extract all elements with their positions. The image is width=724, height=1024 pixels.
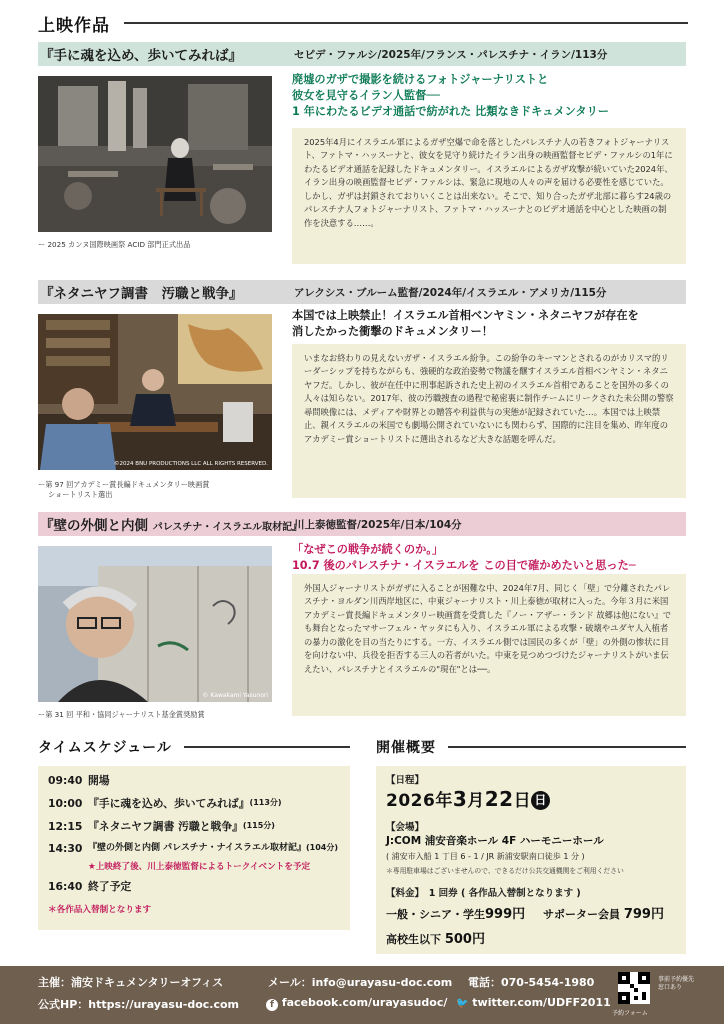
schedule-row [48,776,340,787]
section-header [38,10,688,36]
schedule-row [48,819,340,833]
film-3-title [40,514,302,534]
fee-row [386,903,676,922]
film-2-lead-line: 本国では上映禁止！イスラエル首相ベンヤミン・ネタニヤフが存在を [292,309,639,322]
schedule-label: 開場 [88,774,110,787]
schedule-time: 10:00 [48,796,83,810]
fee-student: 500円 [444,932,485,947]
film-1-titlebar [38,42,686,66]
film-3-lead-line: 10.7 後のパレスチナ・イスラエルを この目で確かめたいと思った─ [292,558,636,572]
fee-supporter: 799円 [623,907,664,922]
schedule-footnote: ＊各作品入替制となります [48,904,152,915]
venue-label: 【会場】 [386,822,425,833]
fee-supporter-label: サポーター会員 [542,908,620,921]
schedule-time: 16:40 [48,880,83,894]
film-1-description: 2025年4月にイスラエル軍によるガザ空爆で命を落としたパレスチナ人の若きフォトジャーナリスト、ファトマ・ハッスーナと、彼女を見守り続けたイラン出身の映画監督セピデ・ファルシの1年にわたるビデオ通話を記録したドキュメンタリー。イスラエルによるガザ攻撃が続いていた2024年、イラン出身の映画監督セピデ・ファルシは、緊急に現地の人々の声を届ける必要性を感じていた。しかし、ガザは封鎖されておりいくことは出来ない。そこで、知り合ったガザ北部に暮らす24歳のパレスチナ人フォトジャーナリスト、ファトマ・ハッスーナとのビデオ通話を中心とした映画の制作を決意する……。 [292,128,686,264]
footer-facebook[interactable] [266,996,447,1011]
schedule-row [48,844,340,855]
schedule-time: 09:40 [48,774,83,787]
date-weekday: 日 [531,791,550,810]
schedule-header [38,736,350,758]
film-3-title-main: 『壁の外側と内側 [40,518,148,534]
reserve-note [658,976,694,992]
film-2-description: いまなお終わりの見えないガザ・イスラエル紛争。この紛争のキーマンとされるのがカリスマ的リーダーシップを持ちながらも、強硬的な政治姿勢で物議を醸すイスラエル首相ベンヤミン・ネタニヤフだ。しかし、彼が在任中に刑事起訴された史上初のイスラエル首相であることを国外の多くの人々は知らない。2017年、彼の汚職捜査の過程で秘密裏に制作チームにリークされた未公開の警察尋問映像には、メディアや財界との贈答や利益供与の実態が記録されていた…。本国では上映禁止、親イスラエルの米国でも劇場公開されていないにも関わらず、国際的に注目を集め、昨年度のアカデミー賞ショートリストに選出されるなど大きな話題を呼んだ。 [292,344,686,498]
fee-label: 【料金】 1 回券 ( 各作品入替制となります ) [386,888,581,899]
venue-note: ＊専用駐車場はございませんので、できるだけ公共交通機関をご利用ください [386,867,624,875]
venue-name: J:COM 浦安音楽ホール 4F ハーモニーホール [386,835,604,847]
film-2-copyright: ©2024 BNU PRODUCTIONS LLC ALL RIGHTS RESERVED. [114,461,268,467]
info-box [376,766,686,954]
film-3-lead [292,542,686,574]
film-1-caption: ー 2025 カンヌ国際映画祭 ACID 部門正式出品 [38,240,191,249]
schedule-box [38,766,350,930]
fee-student-label: 高校生以下 [386,933,441,946]
film-3-copyright: © Kawakami Yasunori [202,692,268,699]
film-2-caption [38,480,278,499]
date-month-unit: 月 [467,791,485,811]
reserve-note-line: 事前予約優先 [658,976,695,983]
schedule-label: 『手に魂を込め、歩いてみれば』 [88,796,250,810]
film-3-photo [38,546,272,702]
footer-mail[interactable]: メール：info@urayasu-doc.com [268,976,453,989]
info-title: 開催概要 [376,740,436,756]
film-1-title: 『手に魂を込め、歩いてみれば』 [40,48,242,64]
reserve-note-line: 窓口あり [658,984,683,992]
film-2-lead [292,308,686,340]
qr-code[interactable] [618,972,650,1004]
venue-address: ( 浦安市入船 1 丁目 6 - 1 / JR 新浦安駅南口徒歩 1 分 ) [386,852,585,861]
date-day-unit: 日 [513,791,532,811]
film-1 [38,42,686,272]
qr-label: 予約フォーム [612,1010,648,1017]
schedule-label: 『壁の外側と内側 パレスチナ・ナイスラエル取材記』 [88,843,306,854]
date-year: 2026年 [386,791,453,811]
section-title: 上映作品 [38,15,110,36]
footer [0,966,724,1024]
fee-student-row [386,928,676,947]
event-date [386,786,676,811]
film-3 [38,512,686,722]
film-1-meta: セピデ・ファルシ/2025年/フランス・パレスチナ・イラン/113分 [294,48,608,61]
info-divider [448,746,686,748]
footer-facebook-text: facebook.com/urayasudoc/ [281,996,448,1009]
film-3-titlebar [38,512,686,536]
schedule-time: 12:15 [48,819,83,833]
film-3-caption: ー第 31 回 平和・協同ジャーナリスト基金賞奨励賞 [38,710,205,719]
film-1-lead-line: 廃墟のガザで撮影を続けるフォトジャーナリストと [292,73,549,86]
film-2-title: 『ネタニヤフ調書 汚職と戦争』 [40,286,243,302]
film-2-meta: アレクシス・ブルーム監督/2024年/イスラエル・アメリカ/115分 [294,286,607,299]
section-divider [124,22,688,24]
schedule-row [48,796,340,810]
footer-twitter-text: twitter.com/UDFF2011 [472,996,611,1009]
fee-general-label: 一般・シニア・学生 [386,908,485,921]
schedule-time: 14:30 [48,842,83,856]
facebook-icon: f [266,999,278,1011]
schedule-event-note: ★上映終了後、川上泰徳監督によるトークイベントを予定 [88,862,311,873]
footer-twitter[interactable] [456,996,611,1009]
film-3-lead-line: 「なぜこの戦争が続くのか。」 [292,543,444,556]
schedule-title: タイムスケジュール [38,740,172,756]
twitter-icon: 🐦 [456,998,469,1009]
footer-website[interactable]: 公式HP：https://urayasu-doc.com [38,998,240,1011]
date-month: 3 [452,787,468,811]
film-2-titlebar [38,280,686,304]
date-day: 22 [484,787,514,811]
info-header [376,736,686,758]
schedule-label: 終了予定 [88,880,132,894]
date-label: 【日程】 [386,775,425,786]
film-2-caption-line: ー第 97 回アカデミー賞長編ドキュメンタリー映画賞 [38,480,210,489]
schedule-duration: (115分) [242,820,275,830]
film-2-photo [38,314,272,470]
schedule-label: 『ネタニヤフ調書 汚職と戦争』 [88,819,243,833]
schedule-duration: (113分) [249,797,282,807]
footer-tel[interactable]: 電話：070-5454-1980 [468,976,595,989]
schedule-duration: (104分) [305,843,338,853]
film-3-meta: 川上泰徳監督/2025年/日本/104分 [294,518,462,531]
film-2-caption-line: ショートリスト選出 [48,489,113,499]
film-1-lead-line: 彼女を見守るイラン人監督── [292,88,440,102]
fee-general: 999円 [485,907,526,922]
schedule-divider [184,746,350,748]
film-1-lead [292,72,686,120]
schedule-row [48,882,340,893]
film-2 [38,280,686,498]
film-2-lead-line: 消したかった衝撃のドキュメンタリー！ [292,324,493,338]
footer-organizer: 主催：浦安ドキュメンタリーオフィス [38,976,224,989]
film-3-title-sub: パレスチナ・イスラエル取材記』 [152,522,303,533]
film-1-lead-line: 1 年にわたるビデオ通話で紡がれた 比類なきドキュメンタリー [292,104,609,118]
film-1-photo [38,76,272,232]
film-3-description: 外国人ジャーナリストがガザに入ることが困難な中、2024年7月、同じく「壁」で分離されたパレスチナ・ヨルダン川西岸地区に、中東ジャーナリスト・川上泰徳が取材に入った。今年３月に米国アカデミー賞長編ドキュメンタリー映画賞を受賞した『ノー・アザー・ランド 故郷は他にない』でも舞台となったマサーフェル・ヤッタにも入り、イスラエル軍による攻撃・破壊やユダヤ人入植者の暴力の激化を目の当たりにする。一方、イスラエル側では国民の多くが「壁」の外側の惨状に目を向けない中、兵役を拒否する三人の若者がいた。中東を見つめつづけたジャーナリストがいま伝えたい、パレスチナとイスラエルの"現在"とは──。 [292,574,686,716]
